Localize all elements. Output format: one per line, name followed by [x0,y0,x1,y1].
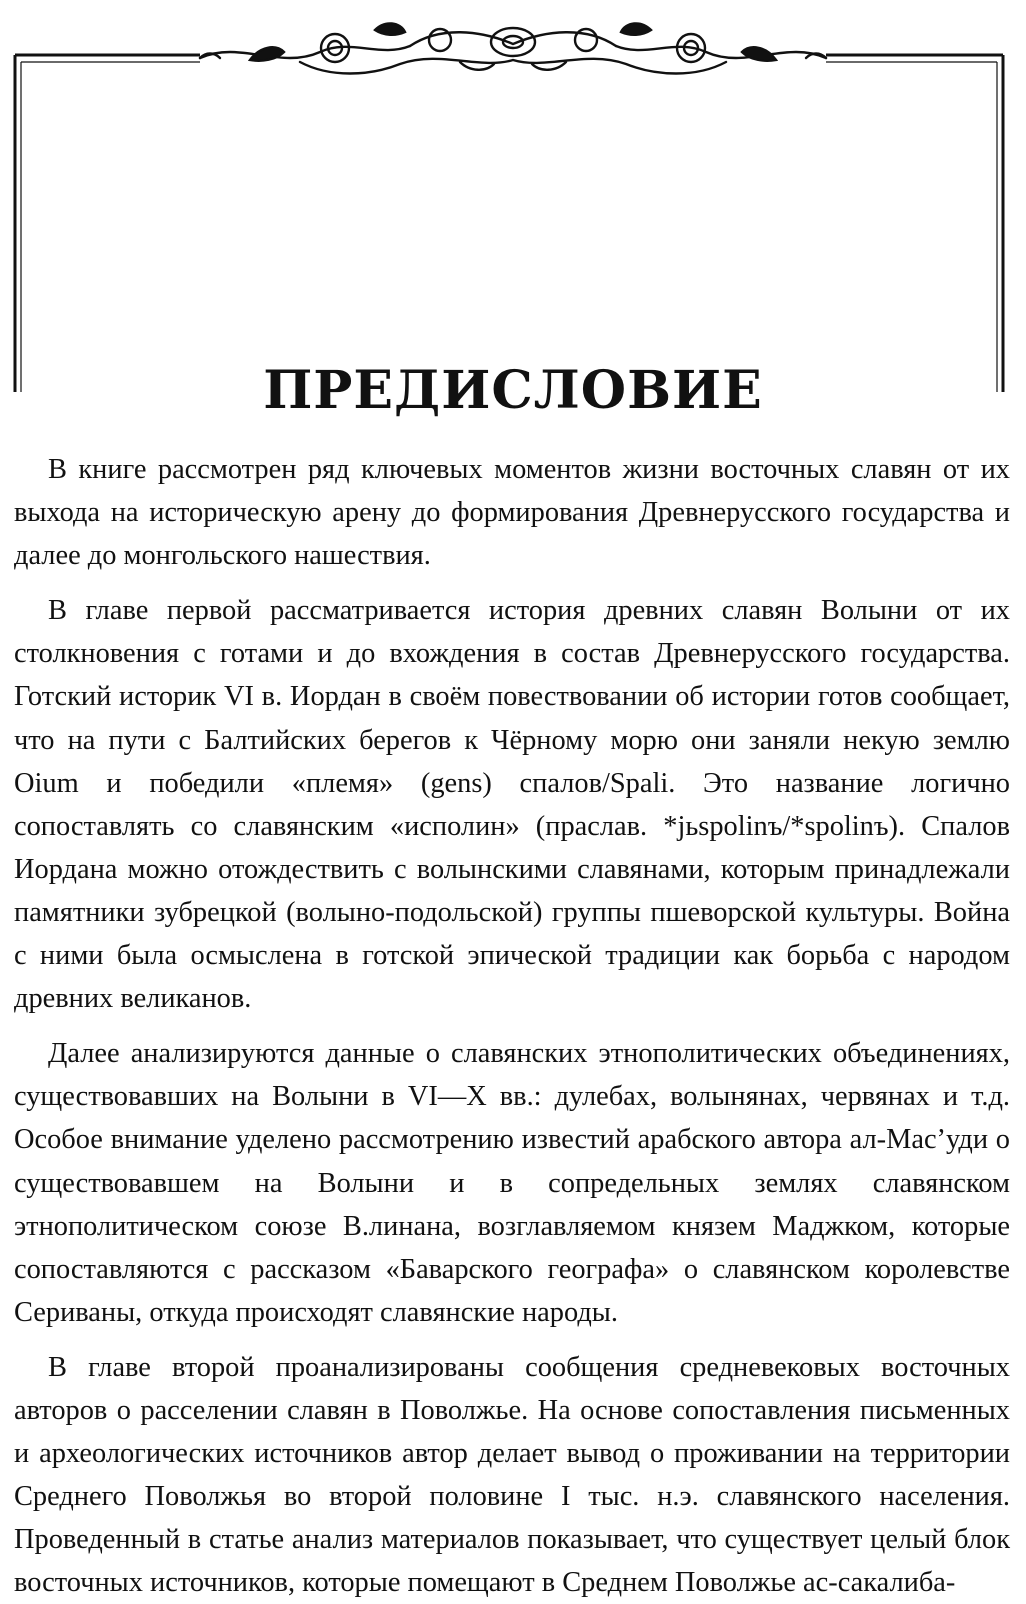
paragraph: В главе первой рассматривается история древних славян Волыни от их столкновения с готами и до вхождения в состав Древнерусского государства. Готский историк VI в. Иордан в своём повествовании об истории готов сообщает, что на пути с Балтийских берегов к Чёрному морю они заняли некую землю Oium и победили «племя» (gens) спалов/Spali. Это название логично сопоставлять со славянским «исполин» (праслав. *jьspolinъ/*spolinъ). Спалов Иордана можно отождествить с волынскими славянами, которым принадлежали памятники зубрецкой (волыно-подольской) группы пшеворской культуры. Война с ними была осмыслена в готской эпической традиции как борьба с народом древних великанов. [14,595,1010,1015]
page-title: ПРЕДИСЛОВИЕ [263,360,763,421]
paragraph: В главе второй проанализированы сообщения средневековых восточных авторов о расселении славян в Поволжье. На основе сопоставления письменных и археологических источников автор делает вывод о проживании на территории Среднего Поволжья во второй половине I тыс. н.э. славянского населения. Проведенный в статье анализ материалов показывает, что существует целый блок восточных источников, которые помещают в Среднем Поволжье ас-сакалиба- [14,1351,1010,1599]
paragraph: Далее анализируются данные о славянских этнополитических объединениях, существовавших на Волыни в VI—X вв.: дулебах, волынянах, червянах и т.д. Особое внимание уделено рассмотрению известий арабского автора ал-Мас’уди о существовавшем на Волыни и в сопредельных землях славянском этнополитическом союзе В.линана, возглавляемом князем Маджком, которые сопоставляются с рассказом «Баварского географа» о славянском королевстве Сериваны, откуда происходят славянские народы. [14,1038,1010,1328]
decorative-frame [0,0,1026,400]
paragraph: В книге рассмотрен ряд ключевых моментов жизни восточных славян от их выхода на историческую арену до формирования Древнерусского государства и далее до монгольского нашествия. [14,454,1010,572]
ornament-vignette [200,23,826,73]
body-text [14,448,1010,1604]
